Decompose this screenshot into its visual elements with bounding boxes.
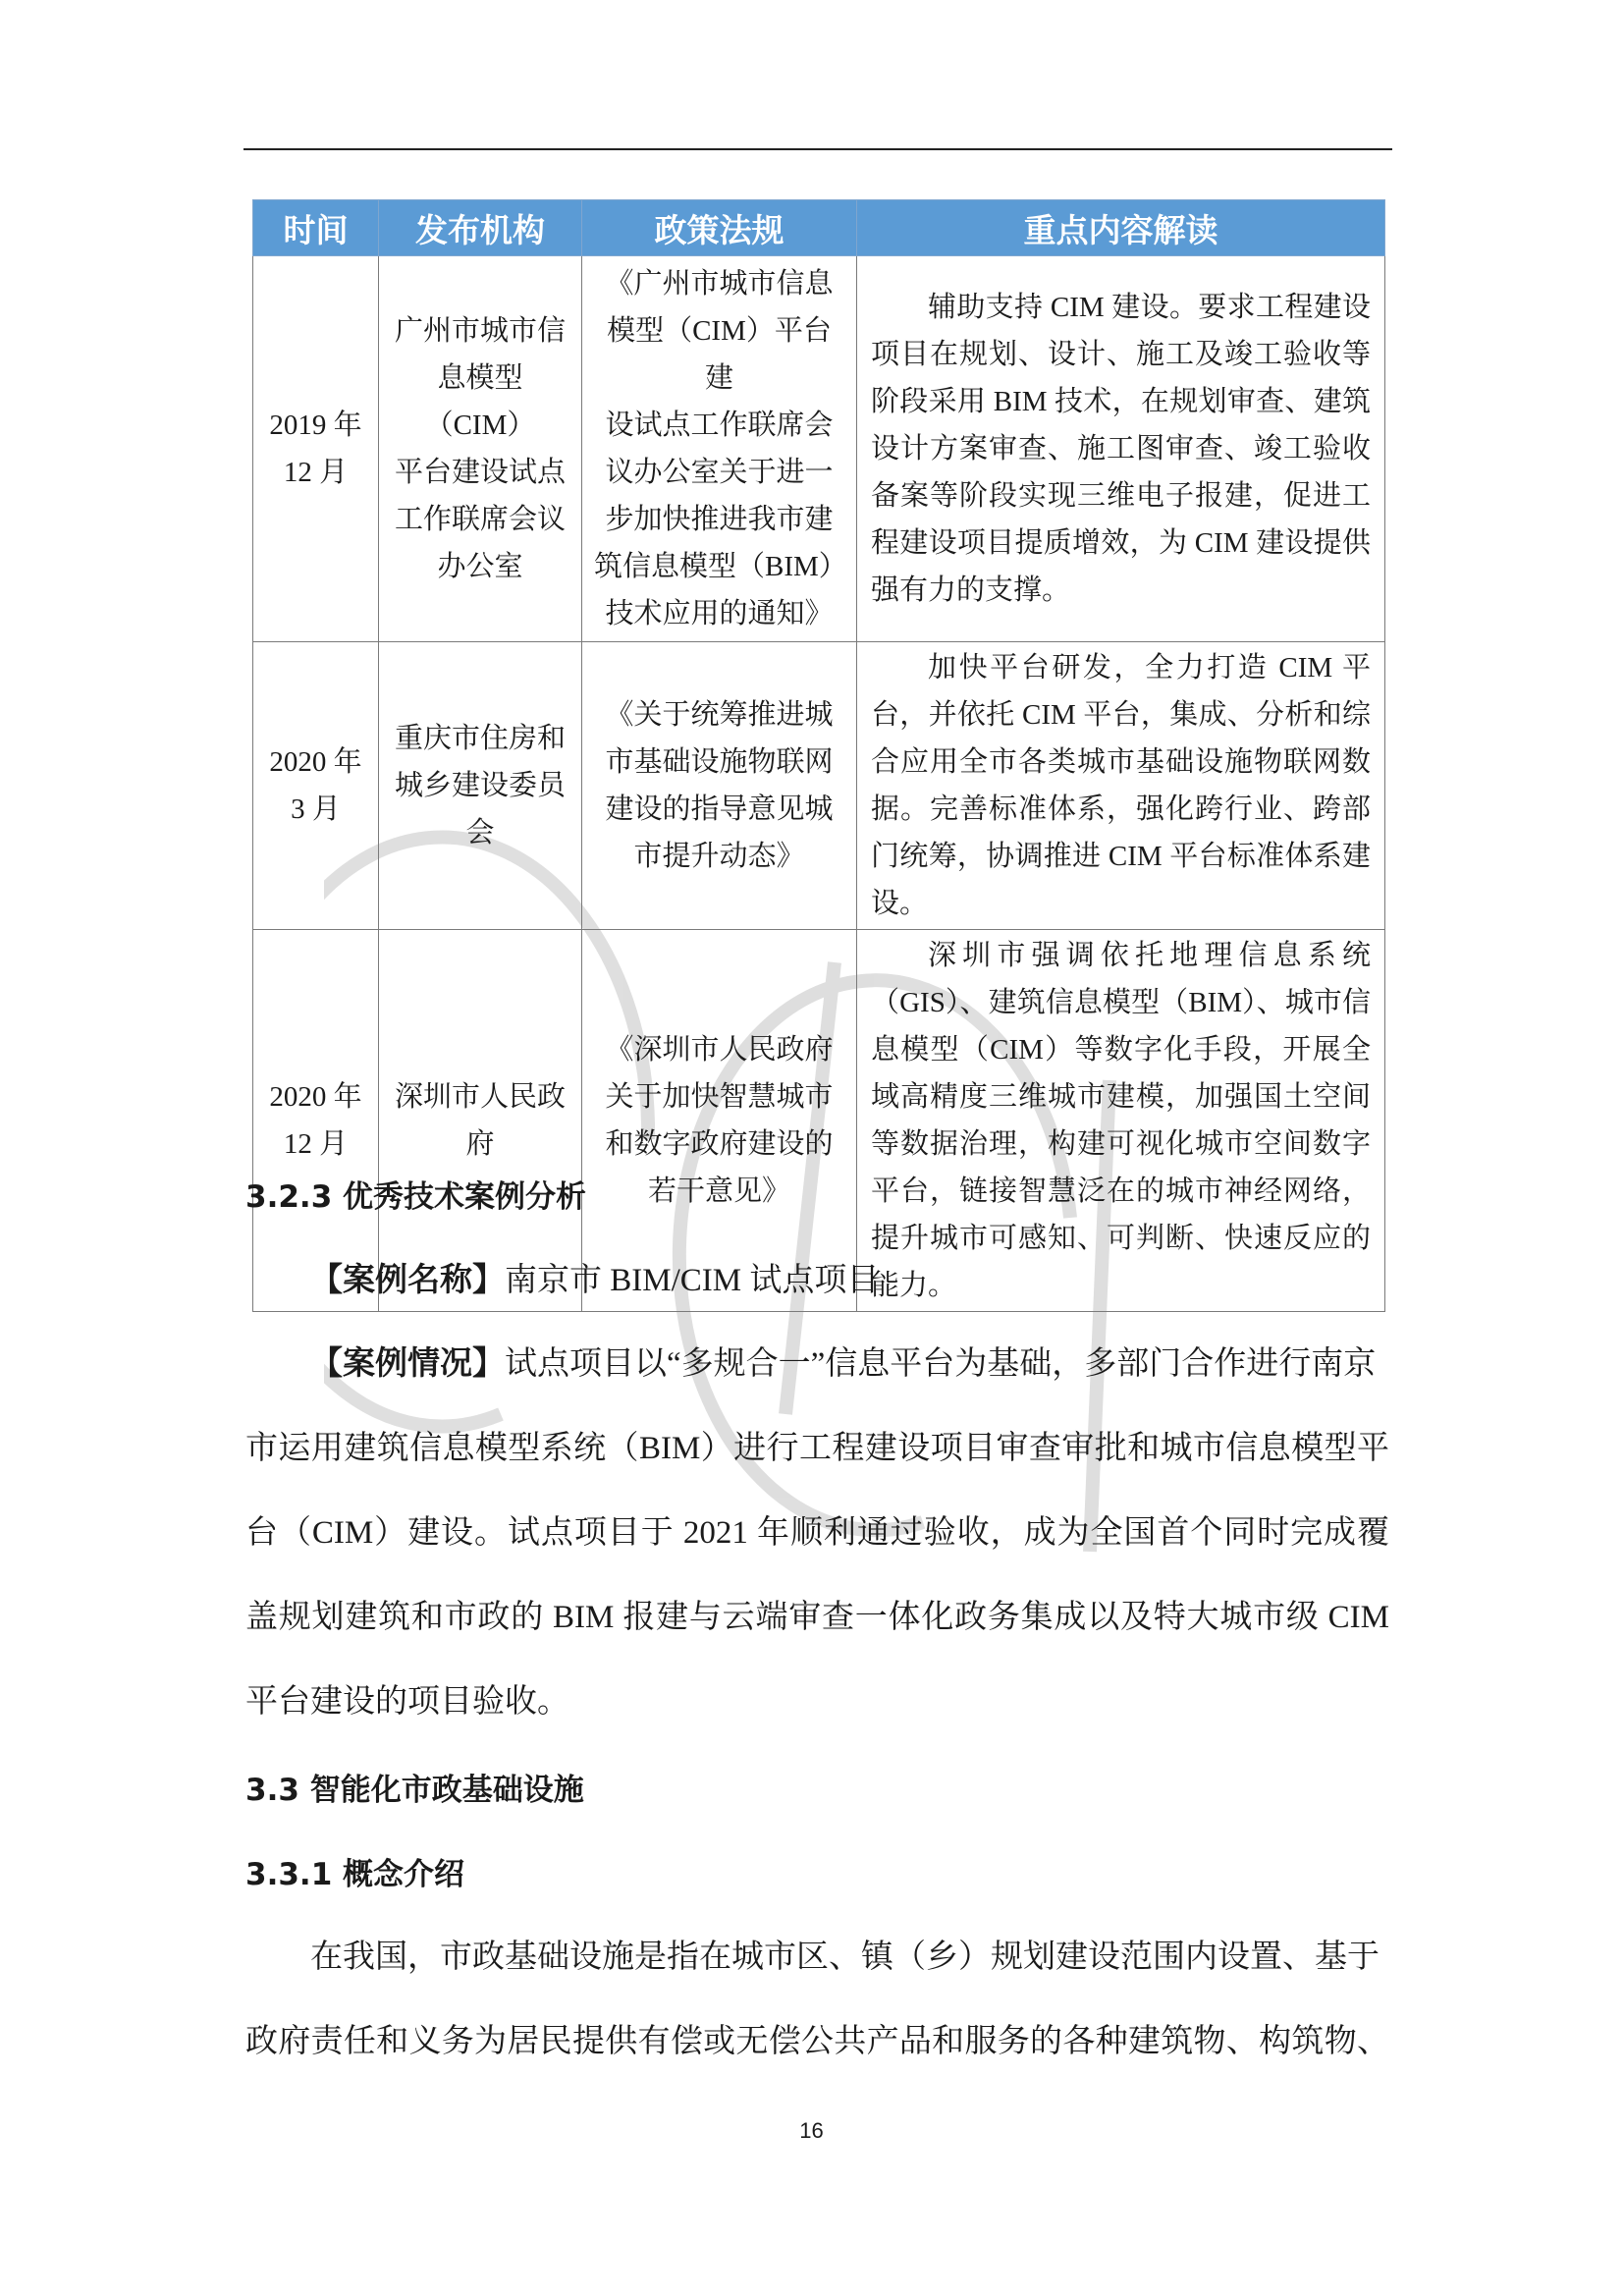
cell-policy bbox=[582, 256, 857, 642]
table-row bbox=[253, 256, 1385, 642]
cell-line: 若干意见》 bbox=[647, 1175, 790, 1207]
cell-line: 《关于统筹推进城 bbox=[605, 699, 834, 731]
cell-line: 议办公室关于进一 bbox=[605, 457, 834, 488]
cell-policy bbox=[582, 642, 857, 930]
cell-line: 市提升动态》 bbox=[633, 841, 805, 872]
cell-org bbox=[379, 256, 582, 642]
cell-line: 和数字政府建设的 bbox=[605, 1128, 834, 1160]
cell-line: 办公室 bbox=[437, 551, 523, 582]
case-info-tag: 【案例情况】 bbox=[310, 1343, 505, 1382]
header-content: 重点内容解读 bbox=[857, 200, 1385, 256]
cell-line: 市基础设施物联网 bbox=[605, 746, 834, 778]
cell-line: 深圳市人民政 bbox=[394, 1081, 566, 1113]
cell-line: 2020 年 bbox=[269, 746, 362, 778]
cell-content-text: 深圳市强调依托地理信息系统（GIS）、建筑信息模型（BIM）、城市信息模型（CIM）等数字化手段，开展全域高精度三维城市建模，加强国土空间等数据治理，构建可视化城市空间数字平台，链接智慧泛在的城市神经网络，提升城市可感知、可判断、快速反应的能力。 bbox=[871, 940, 1371, 1301]
cell-line: 广州市城市信 bbox=[394, 315, 566, 347]
cell-line: 筑信息模型（BIM） bbox=[594, 551, 847, 582]
case-name-text: 南京市 BIM/CIM 试点项目 bbox=[505, 1263, 880, 1298]
case-info-text: 试点项目以“多规合一”信息平台为基础，多部门合作进行南京 bbox=[505, 1346, 1377, 1382]
policy-table bbox=[252, 199, 1385, 1312]
section-heading-3-3: 3.3 智能化市政基础设施 bbox=[245, 1773, 584, 1808]
section-heading-3-2-3: 3.2.3 优秀技术案例分析 bbox=[245, 1179, 587, 1215]
cell-line: 工作联席会议 bbox=[394, 504, 566, 535]
cell-line: 12 月 bbox=[283, 1128, 349, 1160]
cell-content bbox=[857, 256, 1385, 642]
cell-line: 12 月 bbox=[283, 457, 349, 488]
table-header-row bbox=[253, 200, 1385, 256]
cell-time bbox=[253, 256, 379, 642]
case-info-line: 盖规划建筑和市政的 BIM 报建与云端审查一体化政务集成以及特大城市级 CIM bbox=[245, 1600, 1389, 1635]
cell-line: 平台建设试点 bbox=[394, 457, 566, 488]
cell-line: 《广州市城市信息 bbox=[605, 268, 834, 300]
header-policy: 政策法规 bbox=[582, 200, 857, 256]
concept-line: 在我国，市政基础设施是指在城市区、镇（乡）规划建设范围内设置、基于 bbox=[310, 1940, 1380, 1975]
case-name-line bbox=[245, 1237, 1389, 1323]
header-rule bbox=[243, 148, 1392, 150]
cell-content-text: 辅助支持 CIM 建设。要求工程建设项目在规划、设计、施工及竣工验收等阶段采用 BIM 技术，在规划审查、建筑设计方案审查、施工图审查、竣工验收备案等阶段实现三维电子报建，促进工程建设项目提质增效，为 CIM 建设提供强有力的支撑。 bbox=[871, 292, 1371, 606]
table-row bbox=[253, 642, 1385, 930]
cell-content bbox=[857, 642, 1385, 930]
cell-line: 关于加快智慧城市 bbox=[605, 1081, 834, 1113]
case-info-paragraph bbox=[245, 1321, 1389, 1744]
case-info-line: 平台建设的项目验收。 bbox=[245, 1684, 569, 1720]
cell-line: 步加快推进我市建 bbox=[605, 504, 834, 535]
cell-line: 城乡建设委员 bbox=[394, 770, 566, 801]
cell-line: 模型（CIM）平台建 bbox=[607, 315, 832, 394]
concept-line: 政府责任和义务为居民提供有偿或无偿公共产品和服务的各种建筑物、构筑物、 bbox=[245, 2024, 1389, 2059]
page-number: 16 bbox=[799, 2118, 824, 2143]
cell-content-text: 加快平台研发，全力打造 CIM 平台，并依托 CIM 平台，集成、分析和综合应用全市各类城市基础设施物联网数据。完善标准体系，强化跨行业、跨部门统筹，协调推进 CIM 平台标准体系建设。 bbox=[871, 652, 1371, 919]
cell-line: 2020 年 bbox=[269, 1081, 362, 1113]
cell-line: 会 bbox=[465, 817, 495, 848]
cell-line: 技术应用的通知》 bbox=[605, 598, 834, 629]
cell-line: 重庆市住房和 bbox=[394, 723, 566, 754]
cell-line: 府 bbox=[465, 1128, 495, 1160]
case-info-line: 市运用建筑信息模型系统（BIM）进行工程建设项目审查审批和城市信息模型平 bbox=[245, 1431, 1389, 1466]
header-org: 发布机构 bbox=[379, 200, 582, 256]
case-info-line: 台（CIM）建设。试点项目于 2021 年顺利通过验收，成为全国首个同时完成覆 bbox=[245, 1515, 1389, 1551]
cell-line: 设试点工作联席会 bbox=[605, 410, 834, 441]
cell-line: 息模型（CIM） bbox=[424, 362, 536, 441]
cell-line: 建设的指导意见城 bbox=[605, 793, 834, 825]
case-info-line bbox=[245, 1321, 1389, 1406]
concept-paragraph bbox=[245, 1915, 1389, 2084]
cell-line: 3 月 bbox=[291, 793, 341, 825]
case-name-paragraph bbox=[245, 1237, 1389, 1323]
case-name-tag: 【案例名称】 bbox=[310, 1260, 505, 1298]
cell-line: 2019 年 bbox=[269, 410, 362, 441]
cell-line: 《深圳市人民政府 bbox=[605, 1034, 834, 1066]
cell-org bbox=[379, 642, 582, 930]
header-time: 时间 bbox=[253, 200, 379, 256]
cell-time bbox=[253, 642, 379, 930]
section-heading-3-3-1: 3.3.1 概念介绍 bbox=[245, 1857, 465, 1892]
